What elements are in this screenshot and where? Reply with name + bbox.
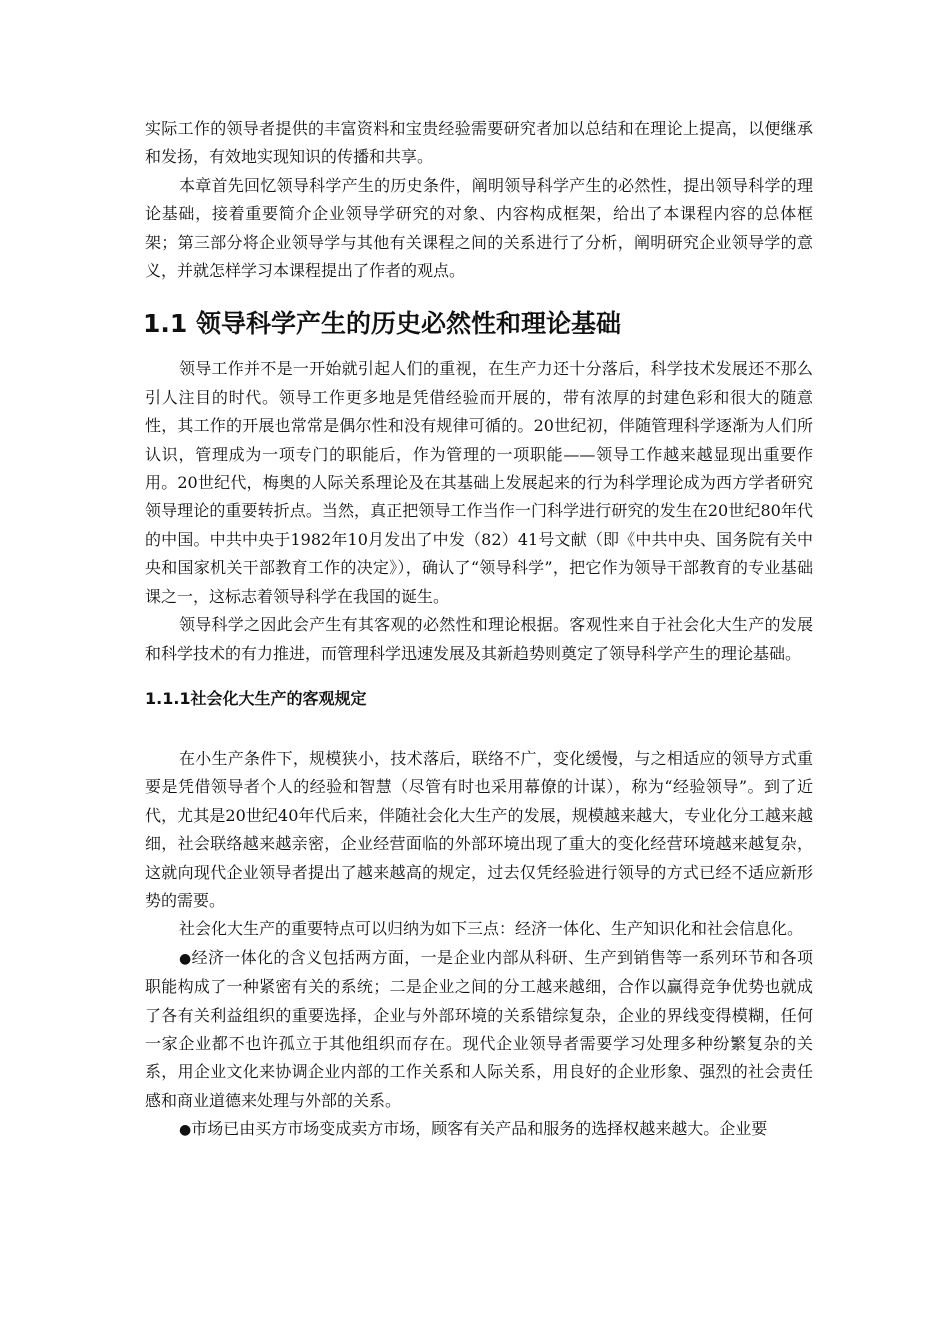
section-1-1-1-paragraph-2: 社会化大生产的重要特点可以归纳为如下三点：经济一体化、生产知识化和社会信息化。: [179, 919, 804, 939]
bullet-icon: ●: [179, 1122, 192, 1139]
bullet-paragraph-2: [145, 1115, 813, 1144]
section-1-1-1-paragraph-1: 在小生产条件下，规模狭小，技术落后，联络不广，变化缓慢，与之相适应的领导方式重要是凭借领导者个人的经验和智慧（尽管有时也采用幕僚的计谋），称为“经验领导”。到了近代，尤其是20世纪40年代后来，伴随社会化大生产的发展，规模越来越大，专业化分工越来越细，社会联络越来越亲密，企业经营面临的外部环境出现了重大的变化经营环境越来越复杂，这就向现代企业领导者提出了越来越高的规定，过去仅凭经验进行领导的方式已经不适应新形势的需要。: [145, 748, 813, 910]
section-1-1-paragraph-1: 领导工作并不是一开始就引起人们的重视，在生产力还十分落后，科学技术发展还不那么引人注目的时代。领导工作更多地是凭借经验而开展的，带有浓厚的封建色彩和很大的随意性，其工作的开展也常常是偶尔性和没有规律可循的。20世纪初，伴随管理科学逐渐为人们所认识，管理成为一项专门的职能后，作为管理的一项职能——领导工作越来越显现出重要作用。20世纪代，梅奥的人际关系理论及在其基础上发展起来的行为科学理论成为西方学者研究领导理论的重要转折点。当然，真正把领导工作当作一门科学进行研究的发生在20世纪80年代的中国。中共中央于1982年10月发出了中发（82）41号文献（即《中共中央、国务院有关中央和国家机关干部教育工作的决定》），确认了“领导科学”，把它作为领导干部教育的专业基础课之一，这标志着领导科学在我国的诞生。: [145, 359, 813, 606]
section-1-1-paragraph-2: 领导科学之因此会产生有其客观的必然性和理论根据。客观性来自于社会化大生产的发展和科学技术的有力推进，而管理科学迅速发展及其新趋势则奠定了领导科学产生的理论基础。: [145, 615, 813, 663]
bullet-text: 市场已由买方市场变成卖方市场，顾客有关产品和服务的选择权越来越大。企业要: [191, 1119, 768, 1139]
document-page: [145, 115, 813, 1145]
bullet-icon: ●: [179, 950, 192, 967]
intro-paragraph-1: 实际工作的领导者提供的丰富资料和宝贵经验需要研究者加以总结和在理论上提高，以便继承和发扬，有效地实现知识的传播和共享。: [145, 119, 813, 167]
intro-paragraph-2: 本章首先回忆领导科学产生的历史条件，阐明领导科学产生的必然性，提出领导科学的理论基础，接着重要简介企业领导学研究的对象、内容构成框架，给出了本课程内容的总体框架；第三部分将企业领导学与其他有关课程之间的关系进行了分析，阐明研究企业领导学的意义，并就怎样学习本课程提出了作者的观点。: [145, 175, 813, 281]
section-heading-1-1-1: 1.1.1社会化大生产的客观规定: [145, 688, 367, 708]
bullet-paragraph-1: [145, 944, 813, 1115]
bullet-text: 经济一体化的含义包括两方面，一是企业内部从科研、生产到销售等一系列环节和各项职能构成了一种紧密有关的系统；二是企业之间的分工越来越细，合作以赢得竞争优势也就成了各有关利益组织的重要选择，企业与外部环境的关系错综复杂，企业的界线变得模糊，任何一家企业都不也许孤立于其他组织而存在。现代企业领导者需要学习处理多种纷繁复杂的关系，用企业文化来协调企业内部的工作关系和人际关系，用良好的企业形象、强烈的社会责任感和商业道德来处理与外部的关系。: [145, 947, 813, 1110]
section-heading-1-1: 1.1 领导科学产生的历史必然性和理论基础: [143, 309, 621, 339]
